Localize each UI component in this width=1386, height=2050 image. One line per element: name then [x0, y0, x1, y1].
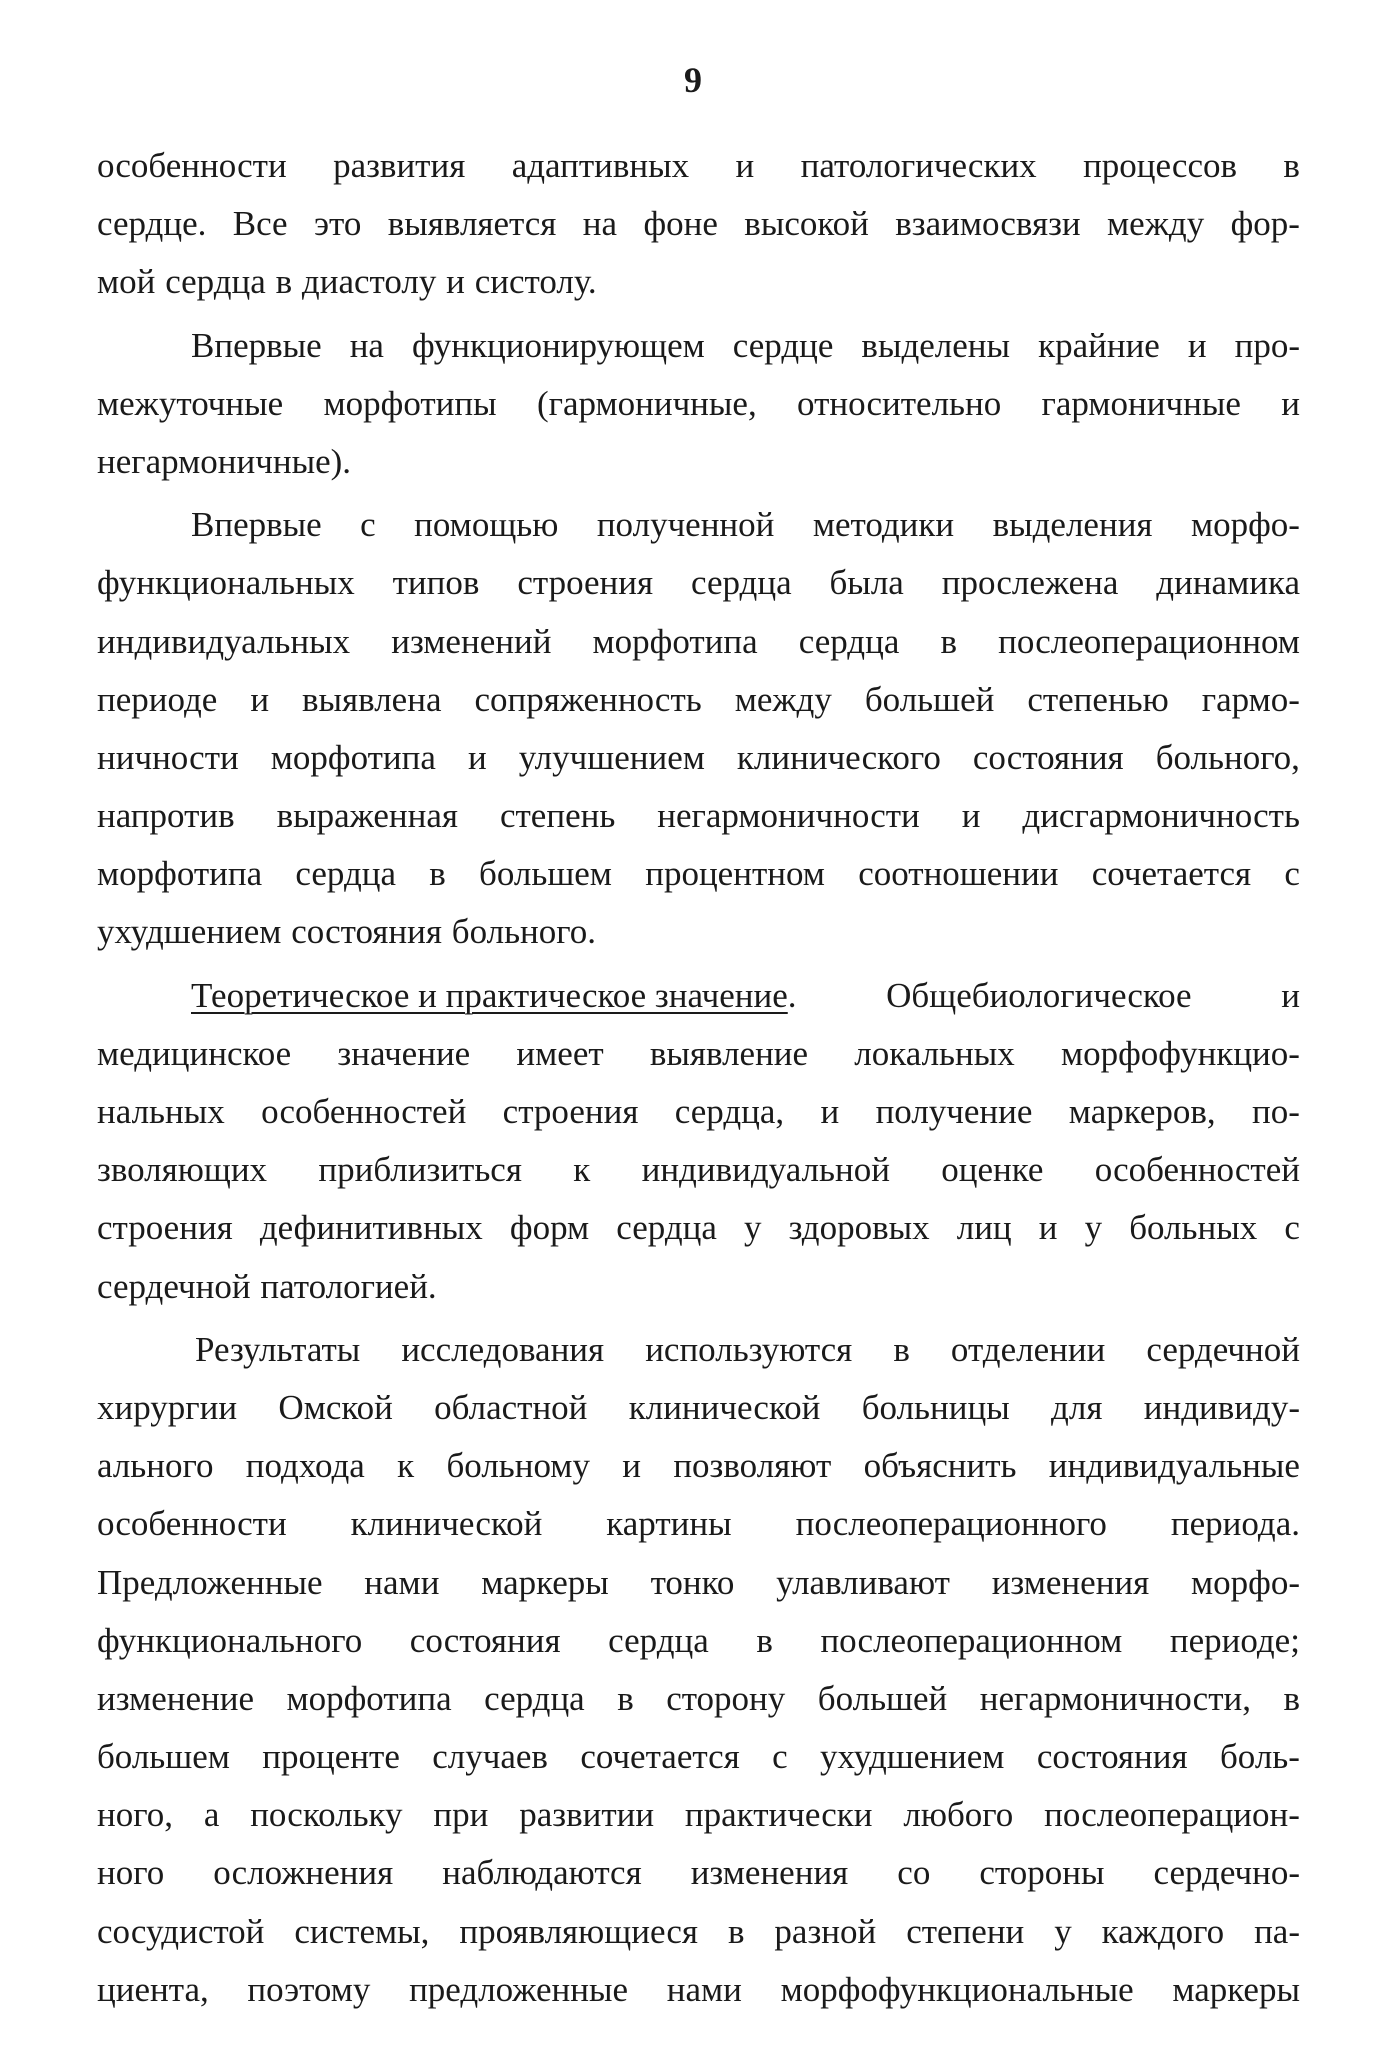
word: разной: [774, 1911, 877, 1951]
word: в: [756, 1620, 773, 1660]
word: зволяющих: [97, 1150, 268, 1190]
word: была: [829, 563, 904, 603]
word: и: [467, 737, 487, 777]
word: со: [897, 1853, 931, 1893]
word: наблюдаются: [442, 1853, 642, 1893]
word: сердце: [732, 325, 834, 365]
word: послеоперационном: [998, 621, 1300, 661]
word: состояния: [972, 737, 1124, 777]
text-line: [97, 1199, 1300, 1257]
word: особенности: [97, 1504, 287, 1544]
text-line: [97, 1961, 1300, 2019]
word: подхода: [245, 1446, 365, 1486]
word: боль-: [1219, 1737, 1300, 1777]
word: Предложенные: [97, 1562, 323, 1602]
word: послеоперацион-: [1044, 1795, 1300, 1835]
word: сердца: [616, 1208, 717, 1248]
text-line: [97, 1670, 1300, 1728]
text-line: [97, 671, 1300, 729]
word: сердца: [608, 1620, 709, 1660]
word: выявление: [649, 1033, 809, 1073]
word: с: [1284, 1208, 1300, 1248]
word: проценте: [262, 1737, 400, 1777]
word: ного: [97, 1853, 165, 1893]
word: дисгармоничность: [1022, 796, 1300, 836]
word: типов: [392, 563, 480, 603]
word: практически: [684, 1795, 873, 1835]
text-line: [97, 375, 1300, 433]
word: особенности: [97, 146, 287, 185]
word: сердца: [484, 1678, 585, 1718]
word: улавливают: [776, 1562, 950, 1602]
word: диастолу: [301, 262, 437, 302]
text-line: [97, 1258, 1300, 1316]
word: и: [1187, 325, 1207, 365]
word: ного,: [97, 1795, 173, 1835]
word: морфотипа: [270, 737, 436, 777]
word: функционального: [97, 1620, 363, 1660]
word: маркеры: [1172, 1969, 1300, 2009]
text-line: [97, 613, 1300, 671]
word: морфофункцио-: [1060, 1033, 1300, 1073]
word: межуточные: [97, 383, 284, 423]
word: морфо-: [1190, 505, 1300, 545]
word: большем: [97, 1737, 230, 1777]
word: имеет: [516, 1033, 604, 1073]
word: состояния: [291, 912, 442, 952]
word: и: [446, 262, 465, 302]
word: маркеров,: [1068, 1092, 1216, 1131]
word: с: [772, 1737, 788, 1777]
text-line: [97, 1844, 1300, 1902]
word: сердца,: [674, 1092, 785, 1131]
word: тонко: [650, 1562, 735, 1602]
word: в: [940, 621, 957, 661]
word: сосудистой: [97, 1911, 265, 1951]
word: Впервые: [191, 505, 322, 545]
word: функциональных: [97, 563, 355, 603]
word: негармоничности,: [979, 1678, 1251, 1718]
word: ничности: [97, 737, 239, 777]
word: морфотипа: [286, 1678, 452, 1718]
word: взаимосвязи: [895, 204, 1081, 244]
word: выявляется: [387, 204, 557, 244]
word: большей: [817, 1678, 948, 1718]
word: дефинитивных: [259, 1208, 483, 1248]
text-line: [97, 1786, 1300, 1844]
word: у: [744, 1208, 762, 1248]
word: сердца: [691, 563, 792, 603]
word: в: [1283, 146, 1300, 185]
word: сторону: [666, 1678, 786, 1718]
word: периоде;: [1169, 1620, 1300, 1660]
word: здоровых: [788, 1208, 930, 1248]
word: в: [275, 262, 293, 302]
word: периода.: [1170, 1504, 1300, 1544]
text-line: [97, 253, 1300, 311]
text-line: [97, 195, 1300, 253]
word: Результаты: [195, 1329, 361, 1369]
word: в: [617, 1678, 634, 1718]
word: это: [313, 204, 362, 244]
word: мой: [97, 262, 156, 302]
word: картины: [606, 1504, 732, 1544]
word: патологией.: [260, 1266, 437, 1306]
word: состояния: [1036, 1737, 1188, 1777]
word: сердца: [165, 262, 266, 302]
text-line: [97, 967, 1300, 1025]
word: случаев: [432, 1737, 548, 1777]
word: поэтому: [247, 1969, 371, 2009]
word: строения: [502, 1092, 639, 1131]
word: при: [433, 1795, 489, 1835]
word: индивидуальной: [641, 1150, 890, 1190]
word: большем: [479, 854, 612, 894]
text-line: [97, 554, 1300, 612]
word: помощью: [414, 505, 559, 545]
word: объяснить: [863, 1446, 1017, 1486]
page-number: 9: [684, 60, 702, 100]
text-line: [97, 1495, 1300, 1553]
word: форм: [509, 1208, 590, 1248]
word: послеоперационного: [795, 1504, 1107, 1544]
word: с: [360, 505, 376, 545]
word: и: [622, 1446, 642, 1486]
word: циента,: [97, 1969, 209, 2009]
word: особенностей: [261, 1092, 467, 1131]
word: Общебиологическое: [886, 975, 1192, 1015]
word: для: [1051, 1387, 1103, 1427]
word: в: [1283, 1678, 1300, 1718]
word: относительно: [797, 383, 1002, 423]
word: клинической: [628, 1387, 821, 1427]
word: в: [893, 1329, 910, 1369]
word: процессов: [1083, 146, 1238, 185]
word: и: [735, 146, 755, 185]
word: процентном: [645, 854, 825, 894]
word: хирургии: [97, 1387, 238, 1427]
word: улучшением: [518, 737, 705, 777]
word: степени: [906, 1911, 1025, 1951]
word: систолу.: [474, 262, 597, 302]
word: гармо-: [1201, 679, 1300, 719]
word: сердечной: [97, 1266, 251, 1306]
word: между: [734, 679, 832, 719]
word: к: [397, 1446, 415, 1486]
word: сердечной: [1146, 1329, 1300, 1369]
word: любого: [903, 1795, 1014, 1835]
text-line: [97, 1025, 1300, 1083]
word: медицинское: [97, 1033, 292, 1073]
text-line: [97, 1728, 1300, 1786]
word: больного,: [1155, 737, 1300, 777]
text-line: [97, 729, 1300, 787]
word: ухудшением: [820, 1737, 1005, 1777]
word: по-: [1252, 1092, 1300, 1131]
word: к: [573, 1150, 591, 1190]
section-heading-group: [191, 967, 797, 1025]
text-line: [97, 137, 1300, 195]
word: и: [820, 1092, 840, 1131]
word: нами: [364, 1562, 440, 1602]
text-line: [97, 903, 1300, 961]
word: больному: [446, 1446, 590, 1486]
word: маркеры: [481, 1562, 609, 1602]
word: морфотипа: [592, 621, 758, 661]
word: исследования: [401, 1329, 605, 1369]
word: лиц: [956, 1208, 1012, 1248]
word: .: [787, 975, 797, 1015]
word: сопряженность: [474, 679, 702, 719]
word: степенью: [1027, 679, 1169, 719]
word: выделения: [992, 505, 1153, 545]
word: индивиду-: [1143, 1387, 1300, 1427]
text-line: [97, 317, 1300, 375]
word: (гармоничные,: [536, 383, 757, 423]
word: фоне: [643, 204, 718, 244]
word: клинического: [736, 737, 941, 777]
word: прослежена: [941, 563, 1119, 603]
word: и: [1281, 975, 1300, 1015]
word: и: [961, 796, 981, 836]
text-line: [97, 496, 1300, 554]
word: и: [1038, 1208, 1058, 1248]
word: особенностей: [1094, 1150, 1300, 1190]
word: Впервые: [191, 325, 322, 365]
word: индивидуальные: [1048, 1446, 1300, 1486]
text-line: [97, 1437, 1300, 1495]
word: выраженная: [276, 796, 459, 836]
text-line: [97, 845, 1300, 903]
word: морфофункциональные: [780, 1969, 1134, 2009]
word: получение: [875, 1092, 1033, 1131]
word: отделении: [950, 1329, 1106, 1369]
word: гармоничные: [1041, 383, 1241, 423]
word: периоде: [97, 679, 218, 719]
word: значение: [337, 1033, 471, 1073]
word: сердца: [798, 621, 900, 661]
word: негармоничности: [657, 796, 920, 836]
word: крайние: [1038, 325, 1160, 365]
word: осложнения: [213, 1853, 394, 1893]
word: выявлена: [302, 679, 442, 719]
word: и: [250, 679, 270, 719]
word: нальных: [97, 1092, 225, 1131]
word: ухудшением: [97, 912, 282, 952]
word: стороны: [979, 1853, 1105, 1893]
word: сердца: [295, 854, 397, 894]
word: предложенные: [409, 1969, 629, 2009]
word: изменений: [391, 621, 552, 661]
word: позволяют: [673, 1446, 832, 1486]
text-line: [97, 1321, 1300, 1379]
word: строения: [97, 1208, 233, 1248]
word: приблизиться: [318, 1150, 522, 1190]
word: негармоничные).: [97, 441, 352, 481]
text-line: [97, 1141, 1300, 1199]
word: па-: [1254, 1911, 1300, 1951]
word: сочетается: [1091, 854, 1252, 894]
text-line: [97, 1612, 1300, 1670]
word: между: [1107, 204, 1205, 244]
word: морфо-: [1191, 1562, 1300, 1602]
word: в: [727, 1911, 745, 1951]
word: больницы: [861, 1387, 1010, 1427]
word: на: [349, 325, 384, 365]
word: с: [1284, 854, 1300, 894]
text-line: [97, 433, 1300, 491]
word: ального: [97, 1446, 214, 1486]
word: развитии: [519, 1795, 655, 1835]
word: больных: [1129, 1208, 1258, 1248]
word: локальных: [854, 1033, 1015, 1073]
word: выделены: [861, 325, 1011, 365]
word: проявляющиеся: [459, 1911, 699, 1951]
word: оценке: [941, 1150, 1044, 1190]
word: про-: [1234, 325, 1300, 365]
word: клинической: [350, 1504, 543, 1544]
text-line: [97, 787, 1300, 845]
word: строения: [517, 563, 654, 603]
word: Все: [232, 204, 288, 244]
word: у: [1054, 1911, 1072, 1951]
word: областной: [434, 1387, 588, 1427]
text-line: [97, 1554, 1300, 1612]
word: изменения: [991, 1562, 1150, 1602]
word: в: [429, 854, 446, 894]
section-heading: Теоретическое и практическое значение: [191, 975, 788, 1015]
word: индивидуальных: [97, 621, 351, 661]
word: адаптивных: [511, 146, 690, 185]
word: системы,: [294, 1911, 430, 1951]
word: фор-: [1230, 204, 1300, 244]
word: поскольку: [250, 1795, 403, 1835]
text-line: [97, 1083, 1300, 1141]
word: методики: [812, 505, 955, 545]
text-line: [97, 1379, 1300, 1437]
word: морфотипы: [323, 383, 497, 423]
word: на: [582, 204, 618, 244]
word: сердечно-: [1153, 1853, 1300, 1893]
word: высокой: [744, 204, 869, 244]
word: функционирующем: [411, 325, 705, 365]
word: динамика: [1156, 563, 1300, 603]
word: сердце.: [97, 204, 207, 244]
word: морфотипа: [97, 854, 263, 894]
text-line: [97, 1903, 1300, 1961]
word: изменение: [97, 1678, 255, 1718]
word: нами: [666, 1969, 742, 2009]
word: большей: [864, 679, 995, 719]
word: послеоперационном: [820, 1620, 1123, 1660]
word: каждого: [1101, 1911, 1225, 1951]
word: изменения: [690, 1853, 849, 1893]
word: а: [203, 1795, 220, 1835]
document-body: [97, 137, 1300, 2019]
word: сочетается: [580, 1737, 740, 1777]
word: состояния: [409, 1620, 561, 1660]
word: патологических: [800, 146, 1037, 185]
word: используются: [645, 1329, 853, 1369]
word: полученной: [596, 505, 775, 545]
word: Омской: [278, 1387, 393, 1427]
word: развития: [333, 146, 466, 185]
word: соотношении: [858, 854, 1059, 894]
word: степень: [499, 796, 616, 836]
word: больного.: [451, 912, 597, 952]
word: напротив: [97, 796, 235, 836]
word: и: [1281, 383, 1300, 423]
word: у: [1084, 1208, 1103, 1248]
